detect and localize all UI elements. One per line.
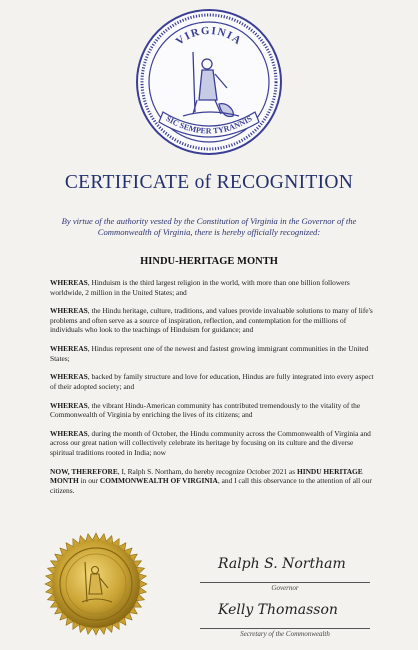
whereas-clause <box>50 306 376 335</box>
governor-title: Governor <box>271 584 299 592</box>
signature-line <box>200 582 370 583</box>
clause-text: , backed by family structure and love for education, Hindus are fully integrated into every aspect of their adopted society; and <box>50 372 374 391</box>
secretary-title: Secretary of the Commonwealth <box>240 630 330 638</box>
clauses-body <box>50 278 376 505</box>
clause-keyword: WHEREAS <box>50 428 88 438</box>
clause-text: , Hindus represent one of the newest and fastest growing immigrant communities in the United States; <box>50 344 369 363</box>
secretary-signature-block <box>200 602 370 638</box>
virginia-seal-icon <box>135 8 283 156</box>
certificate-title: CERTIFICATE of RECOGNITION <box>64 172 354 193</box>
governor-signature-block <box>200 556 370 592</box>
governor-signature: Ralph S. Northam <box>218 556 346 572</box>
secretary-signature: Kelly Thomasson <box>218 602 338 618</box>
clause-text: , Hinduism is the third largest religion in the world, with more than one billion followers worldwide, 2 million in the United States; and <box>50 278 350 297</box>
whereas-clause <box>50 278 376 297</box>
clause-text: , I, Ralph S. Northam, do hereby recognize October 2021 as <box>117 466 297 476</box>
clause-keyword: WHEREAS <box>50 344 88 354</box>
preamble-text: By virtue of the authority vested by the Constitution of Virginia in the Governor of the Commonwealth of Virginia, there is hereby officially recognized: <box>61 216 357 237</box>
seal-motto: SIC SEMPER TYRANNIS <box>164 114 254 136</box>
whereas-clause <box>50 372 376 391</box>
therefore-clause <box>50 467 376 496</box>
whereas-clause <box>50 401 376 420</box>
gold-seal-icon <box>44 532 148 636</box>
clause-keyword: WHEREAS <box>50 372 88 382</box>
clause-text: , during the month of October, the Hindu community across the Commonwealth of Virginia and across our great nation will collectively celebrate its heritage by focusing on its culture and the diverse spiritual traditions rooted in India; now <box>50 428 371 457</box>
clause-text: , the Hindu heritage, culture, traditions, and values provide invaluable solutions to many of life's problems and often serve as a source of inspiration, reflection, and contemplation for the millions of individuals who look to the teachings of Hinduism for guidance; and <box>50 306 373 335</box>
recognition-subject: HINDU-HERITAGE MONTH <box>140 256 278 267</box>
whereas-clause <box>50 344 376 363</box>
clause-emphasis: HINDU HERITAGE MONTH <box>50 466 363 486</box>
clause-keyword: WHEREAS <box>50 306 88 316</box>
whereas-clause <box>50 429 376 458</box>
signature-line <box>200 628 370 629</box>
clause-keyword: WHEREAS <box>50 278 88 287</box>
seal-top-text: VIRGINIA <box>173 24 245 48</box>
clause-text: in our <box>78 476 100 486</box>
clause-text: , and I call this observance to the attention of all our citizens. <box>50 476 372 495</box>
clause-keyword: WHEREAS <box>50 400 88 410</box>
clause-keyword: NOW, THEREFORE <box>50 466 118 476</box>
clause-text: , the vibrant Hindu-American community has contributed tremendously to the vitality of the Commonwealth of Virginia by enriching the lives of its citizens; and <box>50 400 361 420</box>
clause-emphasis: COMMONWEALTH OF VIRGINIA <box>99 476 218 486</box>
